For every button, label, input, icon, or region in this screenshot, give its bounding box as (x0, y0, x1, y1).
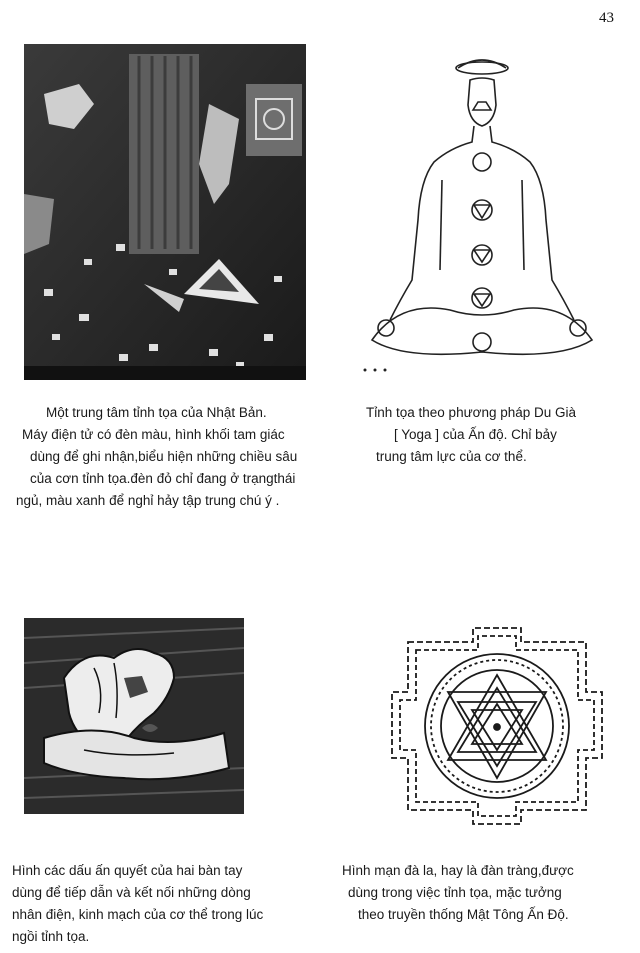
meditation-center-photo (24, 44, 306, 380)
caption-line: ngủ, màu xanh để nghỉ hảy tập trung chú ý . (16, 493, 280, 508)
caption-line: trung tâm lực của cơ thể. (376, 449, 527, 464)
caption-line: dùng để ghi nhận,biểu hiện những chiều sâu (30, 449, 298, 464)
page-number: 43 (599, 10, 614, 26)
caption-line: dùng để tiếp dẫn và kết nối những dòng (12, 885, 251, 900)
caption-line: của cơn tỉnh tọa.đèn đỏ chỉ đang ở trạngthái (30, 471, 296, 486)
caption-line: nhân điện, kinh mạch của cơ thể trong lúc (12, 907, 264, 922)
caption-hand-mudra (10, 860, 263, 948)
caption-line: Tỉnh tọa theo phương pháp Du Già (366, 405, 577, 420)
yoga-chakra-figure (360, 50, 610, 380)
caption-mandala (342, 860, 574, 926)
hand-mudra-image (24, 618, 244, 814)
mandala-yantra-drawing (378, 620, 616, 830)
caption-line: [ Yoga ] của Ấn độ. Chỉ bảy (394, 427, 557, 442)
caption-yoga (366, 402, 576, 468)
caption-line: theo truyền thống Mật Tông Ấn Độ. (358, 907, 569, 922)
caption-line: ngồi tỉnh tọa. (12, 929, 90, 944)
caption-line: dùng trong việc tỉnh tọa, mặc tưởng (348, 885, 562, 900)
caption-meditation-center (16, 402, 297, 512)
caption-line: Hình các dấu ấn quyết của hai bàn tay (12, 863, 243, 878)
caption-line: Hình mạn đà la, hay là đàn tràng,được (342, 863, 574, 878)
caption-line: Máy điện tử có đèn màu, hình khối tam giác (22, 427, 285, 442)
caption-line: Một trung tâm tỉnh tọa của Nhật Bản. (46, 405, 267, 420)
